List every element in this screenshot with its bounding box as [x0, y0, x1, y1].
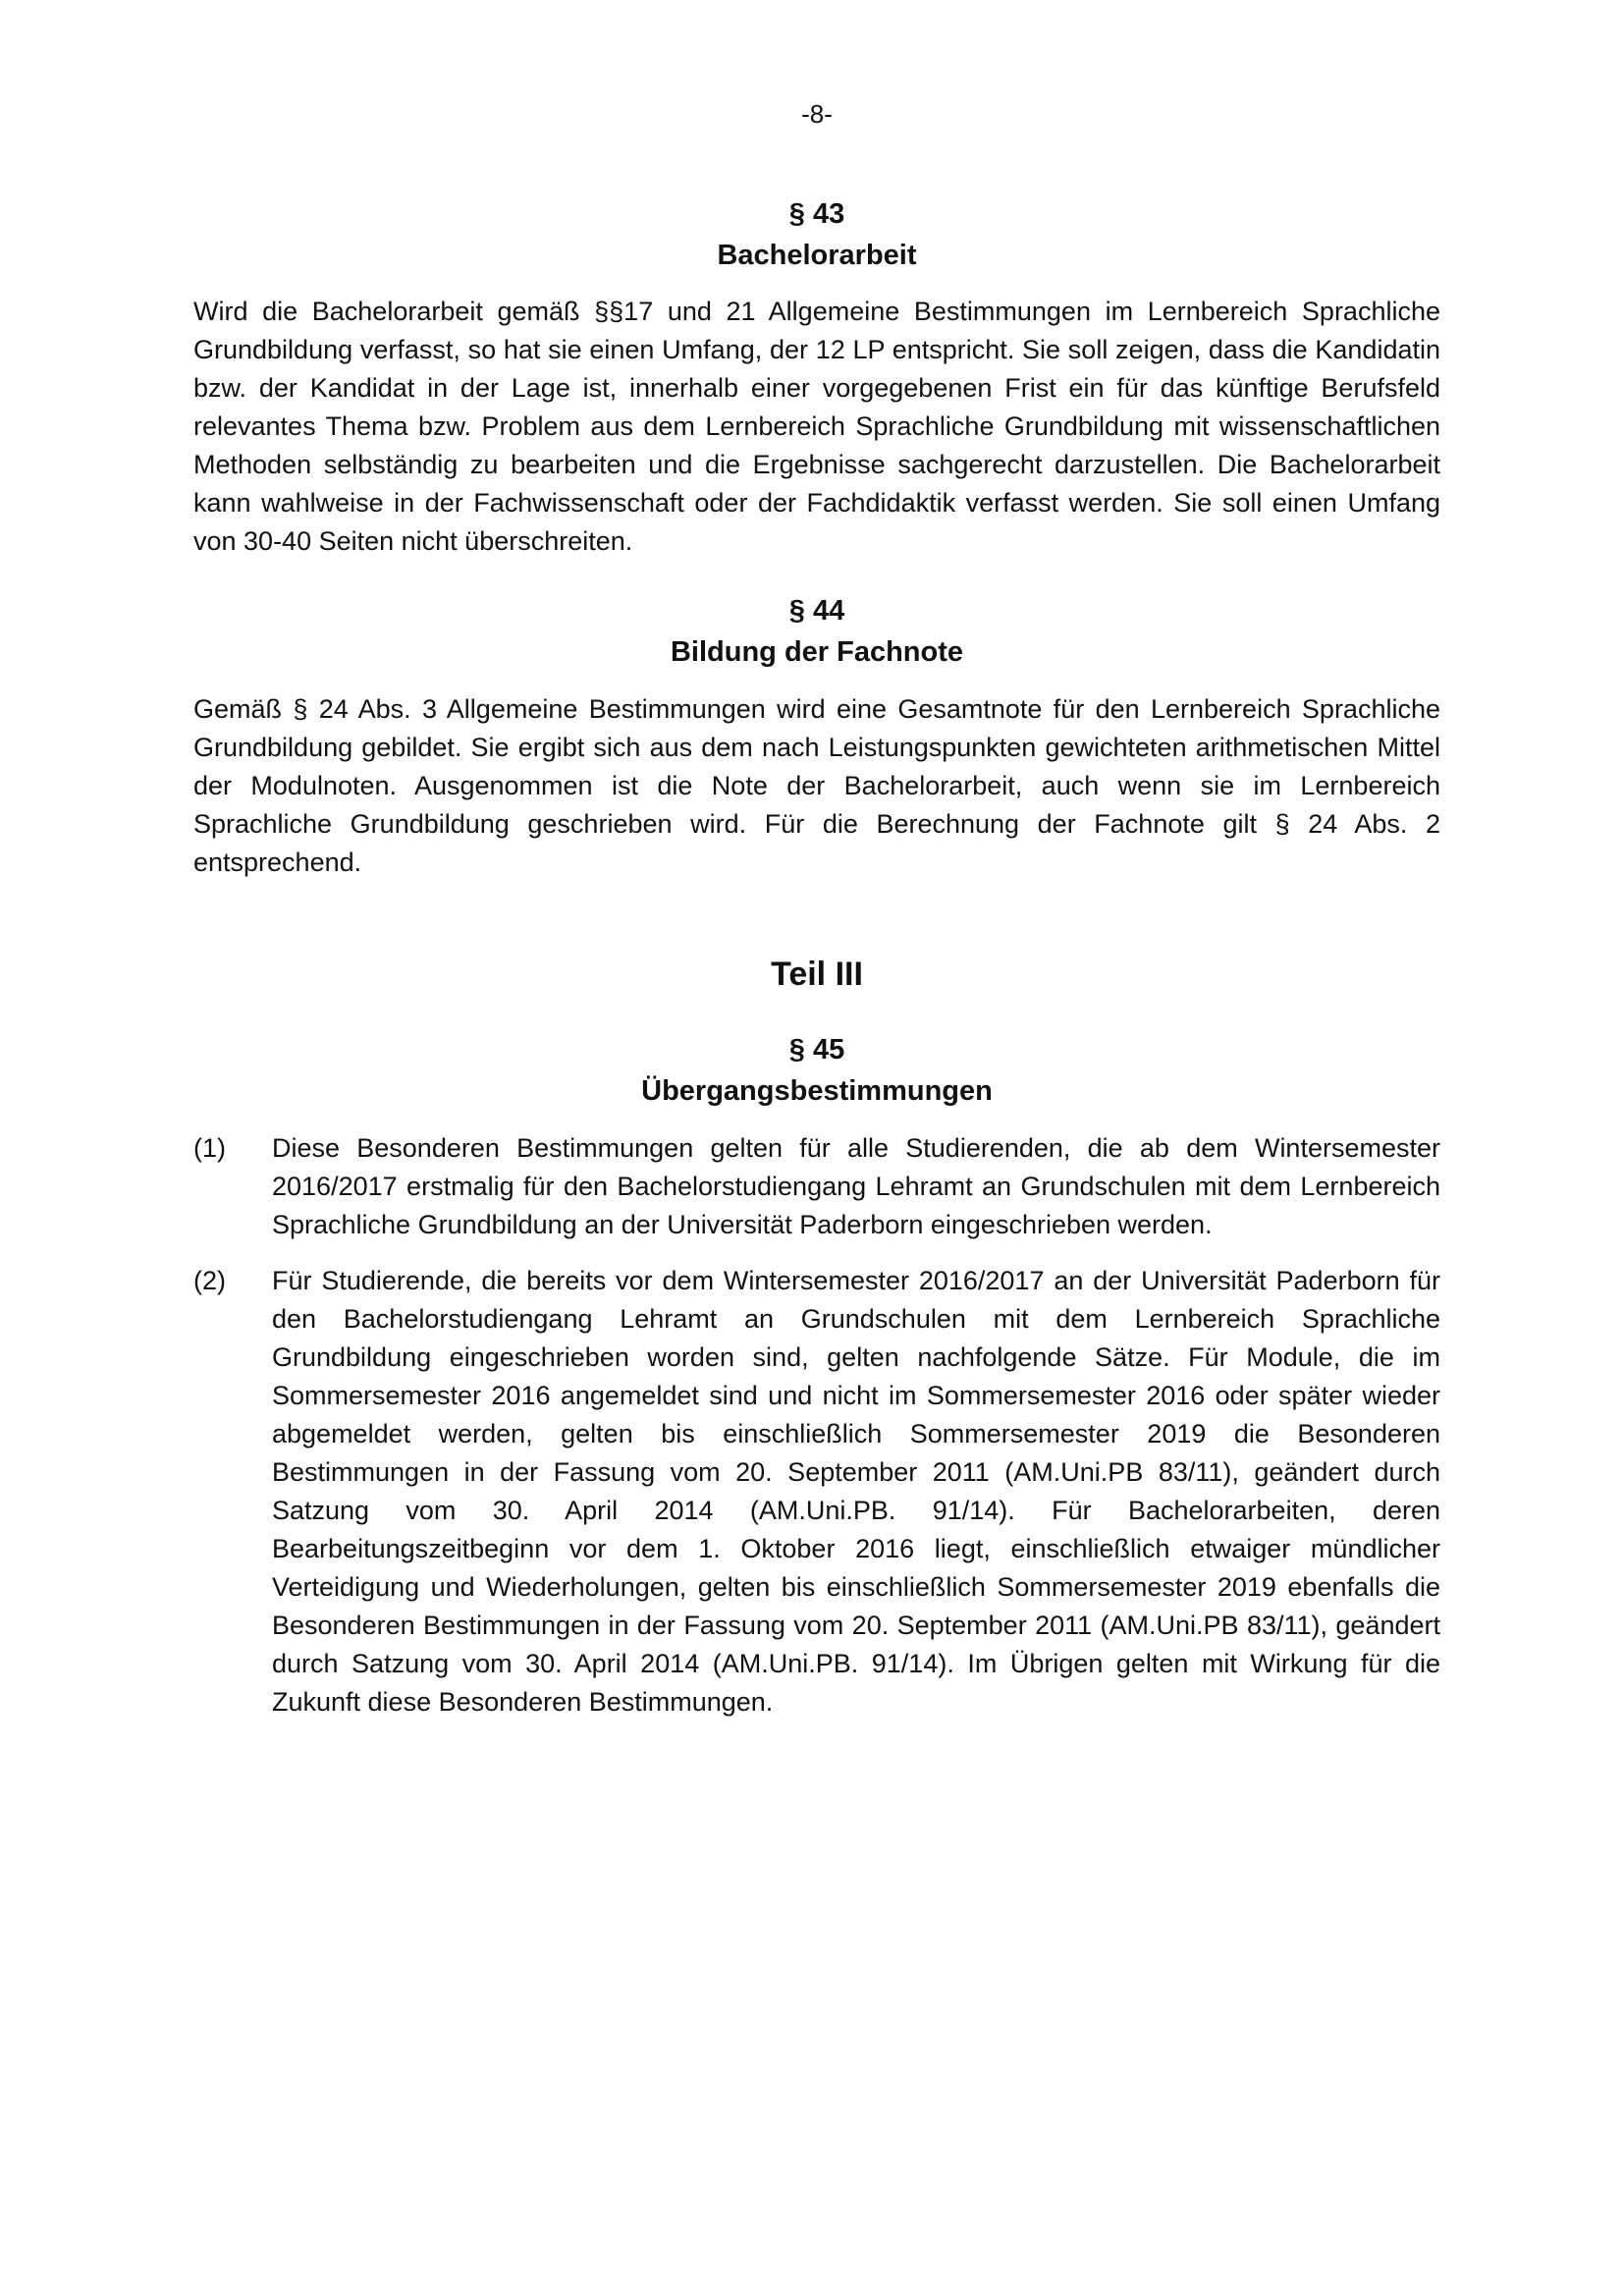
section-45-number: § 45 — [788, 1034, 845, 1066]
section-43-heading — [193, 193, 1440, 276]
list-item-number: (1) — [193, 1133, 226, 1163]
section-45-title: Übergangsbestimmungen — [641, 1075, 993, 1107]
list-item-number: (2) — [193, 1266, 226, 1295]
list-item-text: Für Studierende, die bereits vor dem Wintersemester 2016/2017 an der Universität Paderborn für den Bachelorstudiengang Lehramt an Grundschulen mit dem Lernbereich Sprachliche Grundbildung eingeschrieben worden sind, gelten nachfolgende Sätze. Für Module, die im Sommersemester 2016 angemeldet sind und nicht im Sommersemester 2016 oder später wieder abgemeldet werden, gelten bis einschließlich Sommersemester 2019 die Besonderen Bestimmungen in der Fassung vom 20. September 2011 (AM.Uni.PB 83/11), geändert durch Satzung vom 30. April 2014 (AM.Uni.PB. 91/14). Für Bachelorarbeiten, deren Bearbeitungszeitbeginn vor dem 1. Oktober 2016 liegt, einschließlich etwaiger mündlicher Verteidigung und Wiederholungen, gelten bis einschließlich Sommersemester 2019 ebenfalls die Besonderen Bestimmungen in der Fassung vom 20. September 2011 (AM.Uni.PB 83/11), geändert durch Satzung vom 30. April 2014 (AM.Uni.PB. 91/14). Im Übrigen gelten mit Wirkung für die Zukunft diese Besonderen Bestimmungen. — [272, 1266, 1440, 1717]
page-number: -8- — [801, 99, 833, 129]
section-44-title: Bildung der Fachnote — [670, 636, 964, 668]
section-45-heading — [193, 1029, 1440, 1112]
part-title: Teil III — [771, 956, 863, 993]
section-43-title: Bachelorarbeit — [717, 240, 917, 271]
section-44-heading — [193, 590, 1440, 673]
section-44-number: § 44 — [788, 595, 845, 627]
section-43-number: § 43 — [788, 198, 845, 230]
section-44-paragraph: Gemäß § 24 Abs. 3 Allgemeine Bestimmungen wird eine Gesamtnote für den Lernbereich Sprachliche Grundbildung gebildet. Sie ergibt sich aus dem nach Leistungspunkten gewichteten arithmetischen Mittel der Modulnoten. Ausgenommen ist die Note der Bachelorarbeit, auch wenn sie im Lernbereich Sprachliche Grundbildung geschrieben wird. Für die Berechnung der Fachnote gilt § 24 Abs. 2 entsprechend. — [193, 694, 1440, 877]
section-43-paragraph: Wird die Bachelorarbeit gemäß §§17 und 21 Allgemeine Bestimmungen im Lernbereich Sprachliche Grundbildung verfasst, so hat sie einen Umfang, der 12 LP entspricht. Sie soll zeigen, dass die Kandidatin bzw. der Kandidat in der Lage ist, innerhalb einer vorgegebenen Frist ein für das künftige Berufsfeld relevantes Thema bzw. Problem aus dem Lernbereich Sprachliche Grundbildung mit wissenschaftlichen Methoden selbständig zu bearbeiten und die Ergebnisse sachgerecht darzustellen. Die Bachelorarbeit kann wahlweise in der Fachwissenschaft oder der Fachdidaktik verfasst werden. Sie soll einen Umfang von 30-40 Seiten nicht überschreiten. — [193, 297, 1440, 556]
list-item-text: Diese Besonderen Bestimmungen gelten für alle Studierenden, die ab dem Wintersemester 2016/2017 erstmalig für den Bachelorstudiengang Lehramt an Grundschulen mit dem Lernbereich Sprachliche Grundbildung an der Universität Paderborn eingeschrieben werden. — [272, 1133, 1440, 1239]
